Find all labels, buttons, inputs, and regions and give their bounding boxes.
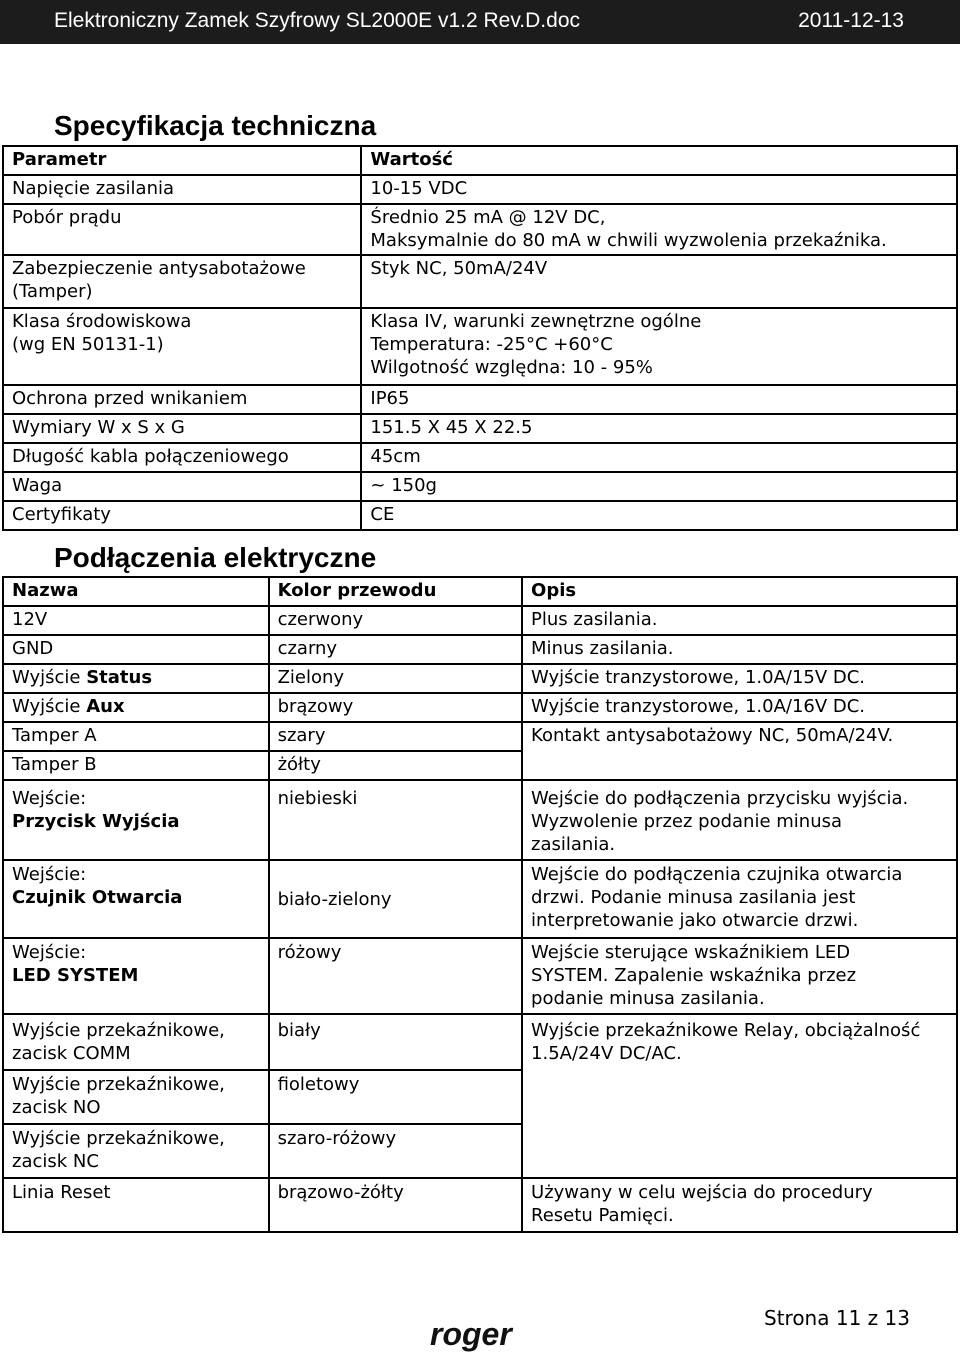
conn-header-row (3, 577, 957, 606)
wire-color: szaro-różowy (269, 1124, 522, 1178)
spec-heading: Specyfikacja techniczna (54, 110, 377, 141)
table-row (3, 693, 957, 722)
table-row (3, 204, 957, 255)
table-row (3, 1178, 957, 1232)
spec-param: Zabezpieczenie antysabotażowe (Tamper) (3, 255, 361, 308)
wire-desc: Używany w celu wejścia do procedury Resetu Pamięci. (522, 1178, 957, 1232)
wire-color: czerwony (269, 606, 522, 635)
wire-name: Wejście: Czujnik Otwarcia (3, 860, 269, 938)
spec-param: Napięcie zasilania (3, 175, 361, 204)
conn-heading: Podłączenia elektryczne (54, 542, 377, 573)
roger-logo: roger (430, 1316, 512, 1352)
wire-name: Linia Reset (3, 1178, 269, 1232)
document-title: Elektroniczny Zamek Szyfrowy SL2000E v1.2 Rev.D.doc (54, 9, 580, 32)
wire-name: Wyjście przekaźnikowe, zacisk COMM (3, 1014, 269, 1070)
table-row (3, 635, 957, 664)
document-date: 2011-12-13 (798, 9, 904, 32)
table-row (3, 472, 957, 501)
table-row (3, 860, 957, 938)
wire-name: Wyjście Status (3, 664, 269, 693)
wire-color: czarny (269, 635, 522, 664)
wire-desc: Kontakt antysabotażowy NC, 50mA/24V. (522, 722, 957, 780)
wire-color: brązowo-żółty (269, 1178, 522, 1232)
spec-param: Ochrona przed wnikaniem (3, 385, 361, 414)
conn-col-desc: Opis (522, 577, 957, 606)
spec-value: Klasa IV, warunki zewnętrzne ogólne Temperatura: -25°C +60°C Wilgotność względna: 10 - 95% (361, 308, 957, 385)
spec-param: Klasa środowiskowa (wg EN 50131-1) (3, 308, 361, 385)
conn-col-color: Kolor przewodu (269, 577, 522, 606)
wire-color: brązowy (269, 693, 522, 722)
page-number: Strona 11 z 13 (764, 1306, 910, 1330)
spec-table (2, 145, 958, 531)
table-row (3, 938, 957, 1014)
table-row (3, 501, 957, 530)
spec-value: 45cm (361, 443, 957, 472)
spec-param: Wymiary W x S x G (3, 414, 361, 443)
table-row (3, 385, 957, 414)
wire-name: Tamper B (3, 751, 269, 780)
spec-value: 10-15 VDC (361, 175, 957, 204)
wire-color: fioletowy (269, 1070, 522, 1124)
wire-name: Wejście: LED SYSTEM (3, 938, 269, 1014)
table-row (3, 308, 957, 385)
wire-name: Wyjście Aux (3, 693, 269, 722)
wire-name: Wyjście przekaźnikowe, zacisk NC (3, 1124, 269, 1178)
wire-color: biały (269, 1014, 522, 1070)
wire-desc: Wejście do podłączenia czujnika otwarcia drzwi. Podanie minusa zasilania jest interpretowanie jako otwarcie drzwi. (522, 860, 957, 938)
table-row (3, 780, 957, 860)
wire-color: biało-zielony (269, 860, 522, 938)
wire-name: GND (3, 635, 269, 664)
spec-param: Długość kabla połączeniowego (3, 443, 361, 472)
wire-desc: Wejście do podłączenia przycisku wyjścia. Wyzwolenie przez podanie minusa zasilania. (522, 780, 957, 860)
wire-name: 12V (3, 606, 269, 635)
spec-col-param: Parametr (3, 146, 361, 175)
table-row (3, 414, 957, 443)
spec-value: Styk NC, 50mA/24V (361, 255, 957, 308)
table-row (3, 255, 957, 308)
table-row (3, 443, 957, 472)
spec-value: IP65 (361, 385, 957, 414)
wire-name: Wejście: Przycisk Wyjścia (3, 780, 269, 860)
document-header (0, 0, 960, 44)
spec-param: Waga (3, 472, 361, 501)
wire-color: szary (269, 722, 522, 751)
wire-desc: Plus zasilania. (522, 606, 957, 635)
spec-value: CE (361, 501, 957, 530)
connections-table (2, 576, 958, 1233)
table-row (3, 722, 957, 751)
wire-desc: Wyjście przekaźnikowe Relay, obciążalność 1.5A/24V DC/AC. (522, 1014, 957, 1178)
table-row (3, 664, 957, 693)
wire-color: różowy (269, 938, 522, 1014)
spec-param: Certyfikaty (3, 501, 361, 530)
wire-color: żółty (269, 751, 522, 780)
spec-param: Pobór prądu (3, 204, 361, 255)
wire-name: Wyjście przekaźnikowe, zacisk NO (3, 1070, 269, 1124)
wire-desc: Wyjście tranzystorowe, 1.0A/16V DC. (522, 693, 957, 722)
wire-color: niebieski (269, 780, 522, 860)
table-row (3, 175, 957, 204)
table-row (3, 1014, 957, 1070)
wire-desc: Wejście sterujące wskaźnikiem LED SYSTEM. Zapalenie wskaźnika przez podanie minusa zasilania. (522, 938, 957, 1014)
spec-header-row (3, 146, 957, 175)
wire-desc: Minus zasilania. (522, 635, 957, 664)
wire-name: Tamper A (3, 722, 269, 751)
spec-col-value: Wartość (361, 146, 957, 175)
conn-col-name: Nazwa (3, 577, 269, 606)
spec-value: Średnio 25 mA @ 12V DC, Maksymalnie do 80 mA w chwili wyzwolenia przekaźnika. (361, 204, 957, 255)
table-row (3, 606, 957, 635)
wire-desc: Wyjście tranzystorowe, 1.0A/15V DC. (522, 664, 957, 693)
spec-value: 151.5 X 45 X 22.5 (361, 414, 957, 443)
spec-value: ~ 150g (361, 472, 957, 501)
wire-color: Zielony (269, 664, 522, 693)
